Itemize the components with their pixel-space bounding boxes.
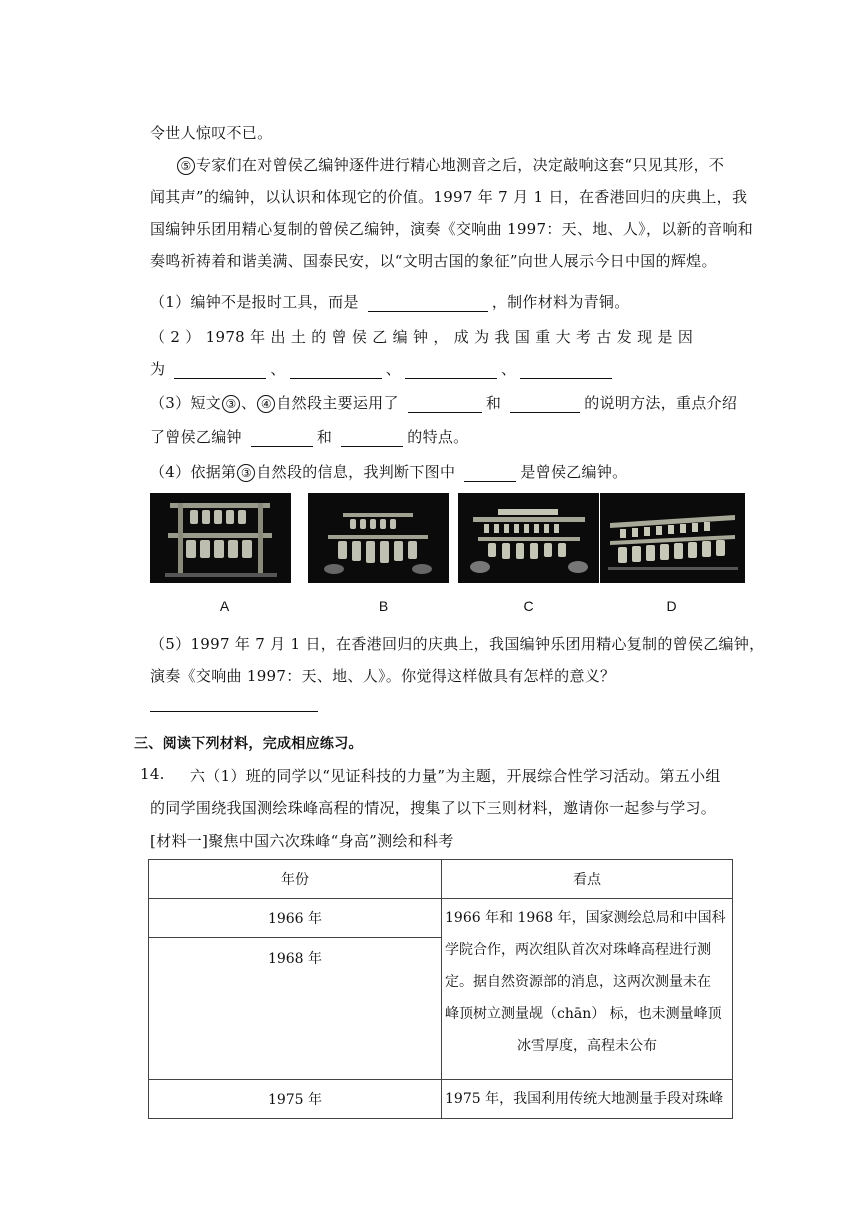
survey-table	[148, 859, 733, 1119]
q3-and: 和	[485, 394, 502, 412]
q1-answer-blank[interactable]	[368, 296, 488, 312]
para5-line1	[176, 154, 724, 175]
note-line: 定。据自然资源部的消息，这两次测量未在	[445, 974, 711, 990]
option-b-label: B	[378, 598, 389, 614]
q3-suffix: 的说明方法，重点介绍	[584, 394, 738, 412]
q4-mid: 自然段的信息，我判断下图中	[256, 463, 456, 481]
paragraph-marker-5: ⑤	[177, 157, 195, 175]
q14-line2: 的同学围绕我国测绘珠峰高程的情况，搜集了以下三则材料，邀请你一起参与学习。	[150, 799, 717, 817]
paragraph-marker-4: ④	[257, 395, 275, 413]
bell-image-a	[150, 493, 291, 583]
q3-line2-suffix: 的特点。	[407, 428, 469, 446]
q2-sep: 、	[501, 360, 517, 378]
q3-sep: 、	[241, 394, 257, 412]
note-line: 1966 年和 1968 年，国家测绘总局和中国科	[445, 910, 726, 926]
year-cell: 1968 年	[149, 938, 442, 1080]
q5-answer-line[interactable]	[150, 711, 318, 712]
question-3-line2	[150, 426, 468, 447]
q3-mid: 自然段主要运用了	[276, 394, 399, 412]
bell-image-b	[308, 493, 449, 583]
bell-set-b-icon	[308, 493, 449, 583]
table-row	[149, 899, 733, 938]
note-line: 峰顶树立测量觇（chān） 标，也未测量峰顶	[445, 1006, 722, 1022]
q4-answer-blank[interactable]	[464, 466, 516, 482]
para5-line3: 国编钟乐团用精心复制的曾侯乙编钟，演奏《交响曲 1997：天、地、人》，以新的音响和	[150, 220, 754, 238]
q4-prefix: （4）依据第	[150, 463, 237, 481]
q2-prefix: 为	[150, 360, 166, 378]
q14-number: 14.	[140, 765, 165, 783]
note-cell: 1975 年，我国利用传统大地测量手段对珠峰	[442, 1080, 733, 1119]
paragraph-marker-3: ③	[222, 395, 240, 413]
q2-sep: 、	[385, 360, 402, 378]
col-header-highlight: 看点	[442, 860, 733, 899]
question-5-line1: （5）1997 年 7 月 1 日，在香港回归的庆典上，我国编钟乐团用精心复制的曾侯乙编钟，	[150, 635, 765, 653]
question-4	[150, 461, 627, 482]
bell-image-d	[600, 493, 745, 583]
table-header-row	[149, 860, 733, 899]
q1-prefix: （1）编钟不是报时工具，而是	[150, 293, 359, 311]
option-d-label: D	[666, 598, 677, 614]
q1-suffix: ，制作材料为青铜。	[491, 293, 630, 311]
note-line: 学院合作，两次组队首次对珠峰高程进行测	[445, 942, 711, 958]
bell-image-c	[458, 493, 599, 583]
question-5-line2: 演奏《交响曲 1997：天、地、人》。你觉得这样做具有怎样的意义？	[150, 667, 616, 685]
para5-text1: 专家们在对曾侯乙编钟逐件进行精心地测音之后，决定敲响这套“只见其形，不	[196, 156, 725, 174]
q2-blank-1[interactable]	[174, 363, 266, 379]
q3-blank-feature-1[interactable]	[251, 431, 313, 447]
bell-set-c-icon	[458, 493, 599, 583]
para5-line2: 闻其声”的编钟，以认识和体现它的价值。1997 年 7 月 1 日，在香港回归的庆典上，我	[150, 188, 748, 206]
para4-tail: 令世人惊叹不已。	[150, 124, 273, 142]
q3-and-2: 和	[316, 428, 333, 446]
q3-prefix: （3）短文	[150, 394, 222, 412]
question-3-line1	[150, 392, 737, 413]
q14-line1: 六（1）班的同学以“见证科技的力量”为主题，开展综合性学习活动。第五小组	[190, 767, 721, 785]
q3-blank-method-1[interactable]	[408, 397, 482, 413]
note-cell	[442, 899, 733, 1080]
q4-suffix: 是曾侯乙编钟。	[520, 463, 628, 481]
bell-set-d-icon	[600, 493, 745, 583]
year-cell: 1975 年	[149, 1080, 442, 1119]
q2-blank-2[interactable]	[290, 363, 382, 379]
q2-sep: 、	[270, 360, 286, 378]
q3-blank-method-2[interactable]	[510, 397, 580, 413]
section-3-heading: 三、阅读下列材料，完成相应练习。	[134, 736, 363, 752]
col-header-year: 年份	[149, 860, 442, 899]
q3-blank-feature-2[interactable]	[341, 431, 403, 447]
q2-blank-4[interactable]	[520, 363, 612, 379]
paragraph-marker-3b: ③	[237, 464, 255, 482]
year-cell: 1966 年	[149, 899, 442, 938]
para5-line4: 奏鸣祈祷着和谐美满、国泰民安，以“文明古国的象征”向世人展示今日中国的辉煌。	[150, 252, 717, 270]
table-row	[149, 1080, 733, 1119]
question-2-line2	[150, 358, 616, 379]
q3-line2-prefix: 了曾侯乙编钟	[150, 428, 242, 446]
question-1	[150, 291, 630, 312]
note-line: 冰雪厚度，高程未公布	[517, 1038, 657, 1054]
bell-set-a-icon	[150, 493, 291, 583]
option-c-label: C	[523, 598, 534, 614]
q2-blank-3[interactable]	[405, 363, 497, 379]
question-2-line1: （ 2 ） 1978 年 出 土 的 曾 侯 乙 编 钟 ， 成 为 我 国 重 大 考 古 发 现 是 因	[150, 328, 694, 346]
option-a-label: A	[219, 598, 230, 614]
material-1-title: [材料一]聚焦中国六次珠峰“身高”测绘和科考	[150, 832, 454, 850]
